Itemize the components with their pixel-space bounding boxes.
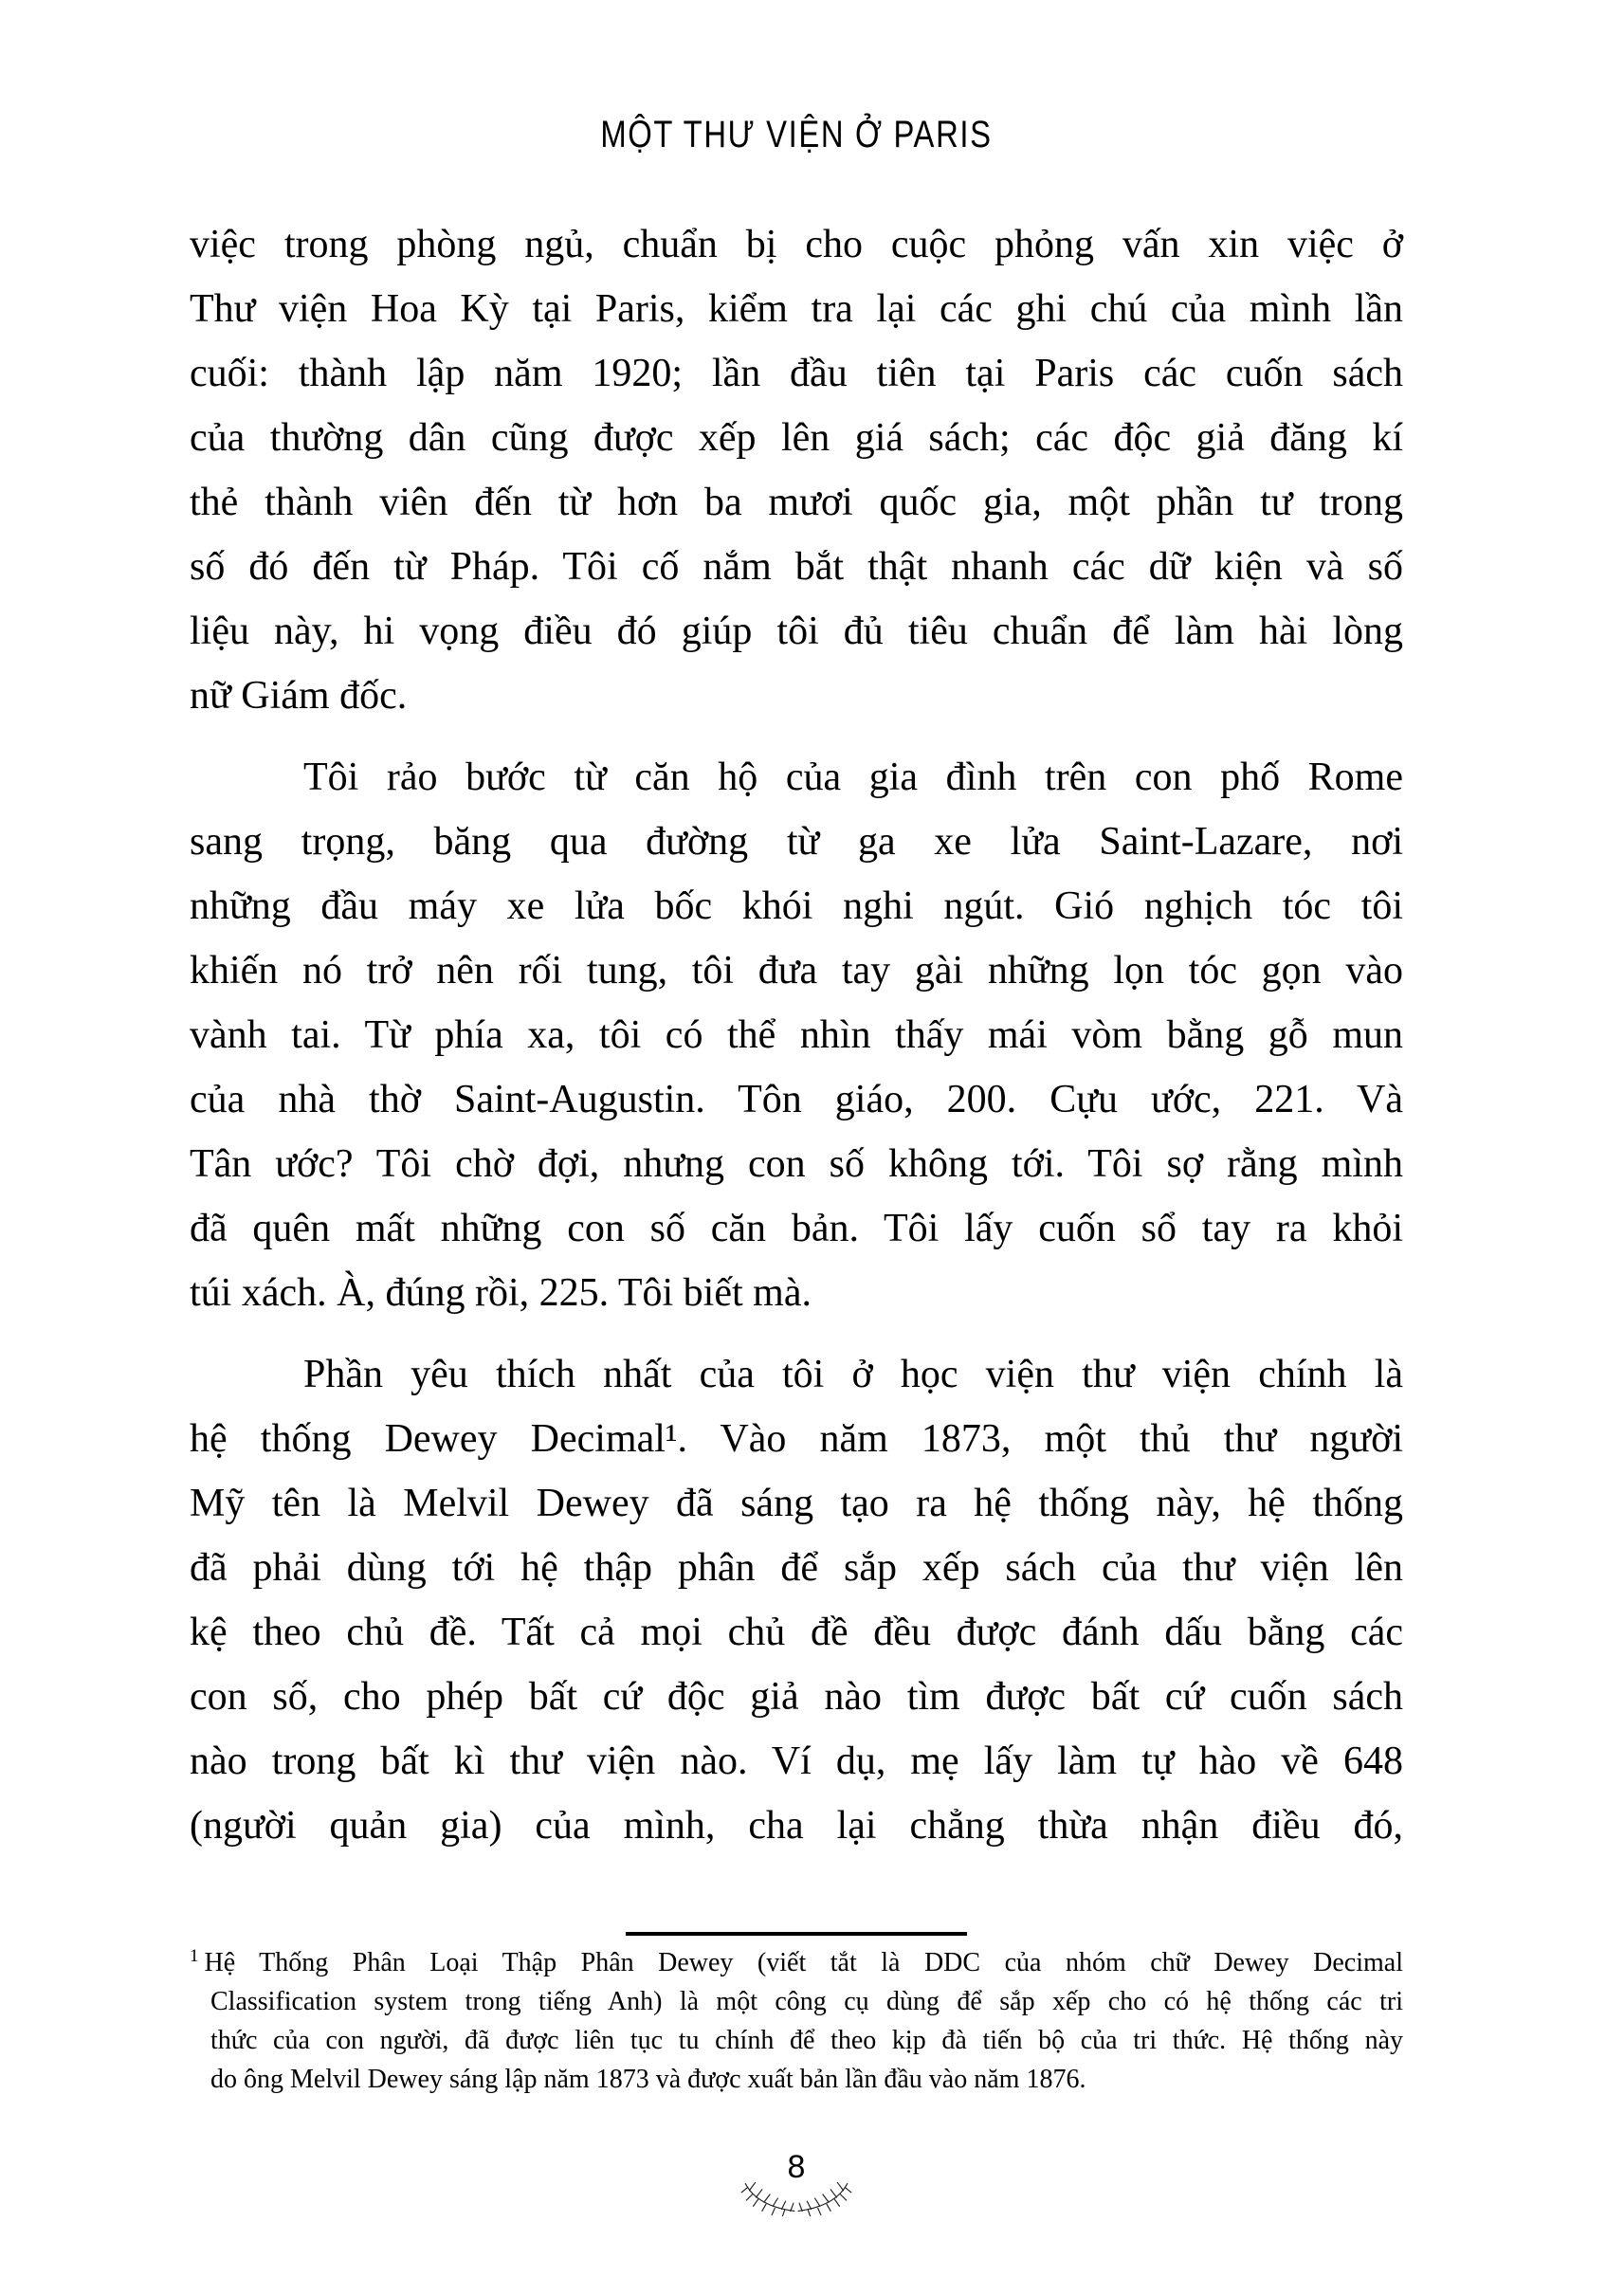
text-line: túi xách. À, đúng rồi, 225. Tôi biết mà. [190, 1271, 812, 1315]
text-line: hệ thống Dewey Decimal¹. Vào năm 1873, một thủ thư người [190, 1417, 1403, 1461]
footnote-divider [626, 1932, 967, 1936]
text-line: Tân ước? Tôi chờ đợi, nhưng con số không tới. Tôi sợ rằng mình [190, 1142, 1403, 1186]
page-number: 8 [787, 2149, 806, 2185]
text-line: thẻ thành viên đến từ hơn ba mươi quốc gia, một phần tư trong [190, 481, 1403, 524]
footnote-text: Hệ Thống Phân Loại Thập Phân Dewey (viết tắt là DDC của nhóm chữ Dewey Decimal [204, 1948, 1403, 1977]
text-line: của thường dân cũng được xếp lên giá sách; các độc giả đăng kí [190, 416, 1403, 460]
text-line: sang trọng, băng qua đường từ ga xe lửa Saint-Lazare, nơi [190, 820, 1403, 864]
text-line: liệu này, hi vọng điều đó giúp tôi đủ tiêu chuẩn để làm hài lòng [190, 610, 1403, 653]
footnote-line [190, 1943, 1403, 1982]
text-line: nữ Giám đốc. [190, 674, 408, 718]
text-line: cuối: thành lập năm 1920; lần đầu tiên tại Paris các cuốn sách [190, 352, 1403, 395]
footnote [190, 1943, 1403, 2099]
text-line: những đầu máy xe lửa bốc khói nghi ngút. Gió nghịch tóc tôi [190, 884, 1403, 928]
text-line: nào trong bất kì thư viện nào. Ví dụ, mẹ lấy làm tự hào về 648 [190, 1739, 1403, 1783]
text-line: Thư viện Hoa Kỳ tại Paris, kiểm tra lại các ghi chú của mình lần [190, 287, 1403, 331]
text-line: khiến nó trở nên rối tung, tôi đưa tay gài những lọn tóc gọn vào [190, 949, 1403, 993]
paragraph [190, 1342, 1403, 1858]
text-line: việc trong phòng ngủ, chuẩn bị cho cuộc phỏng vấn xin việc ở [190, 223, 1403, 266]
page-footer [190, 2148, 1403, 2218]
text-line: Mỹ tên là Melvil Dewey đã sáng tạo ra hệ thống này, hệ thống [190, 1482, 1403, 1525]
chapter-header: MỘT THƯ VIỆN Ở PARIS [600, 114, 993, 155]
paragraph [190, 212, 1403, 728]
footnote-line: do ông Melvil Dewey sáng lập năm 1873 và được xuất bản lần đầu vào năm 1876. [210, 2065, 1086, 2094]
text-line: vành tai. Từ phía xa, tôi có thể nhìn thấy mái vòm bằng gỗ mun [190, 1013, 1403, 1057]
text-line: số đó đến từ Pháp. Tôi cố nắm bắt thật nhanh các dữ kiện và số [190, 545, 1403, 589]
text-line: Tôi rảo bước từ căn hộ của gia đình trên con phố Rome [303, 756, 1403, 799]
text-line: Phần yêu thích nhất của tôi ở học viện thư viện chính là [303, 1353, 1403, 1396]
footnote-marker: 1 [190, 1945, 199, 1966]
paragraph [190, 745, 1403, 1325]
footnote-line: thức của con người, đã được liên tục tu chính để theo kịp đà tiến bộ của tri thức. Hệ thống này [210, 2026, 1403, 2055]
text-line: kệ theo chủ đề. Tất cả mọi chủ đề đều được đánh dấu bằng các [190, 1611, 1403, 1654]
text-line: con số, cho phép bất cứ độc giả nào tìm được bất cứ cuốn sách [190, 1675, 1403, 1719]
text-line: (người quản gia) của mình, cha lại chẳng thừa nhận điều đó, [190, 1804, 1403, 1848]
text-line: đã phải dùng tới hệ thập phân để sắp xếp sách của thư viện lên [190, 1546, 1403, 1590]
text-line: đã quên mất những con số căn bản. Tôi lấy cuốn sổ tay ra khỏi [190, 1207, 1403, 1250]
text-line: của nhà thờ Saint-Augustin. Tôn giáo, 200. Cựu ước, 221. Và [190, 1078, 1403, 1121]
footnote-line: Classification system trong tiếng Anh) là một công cụ dùng để sắp xếp cho có hệ thống các tri [210, 1987, 1403, 2016]
